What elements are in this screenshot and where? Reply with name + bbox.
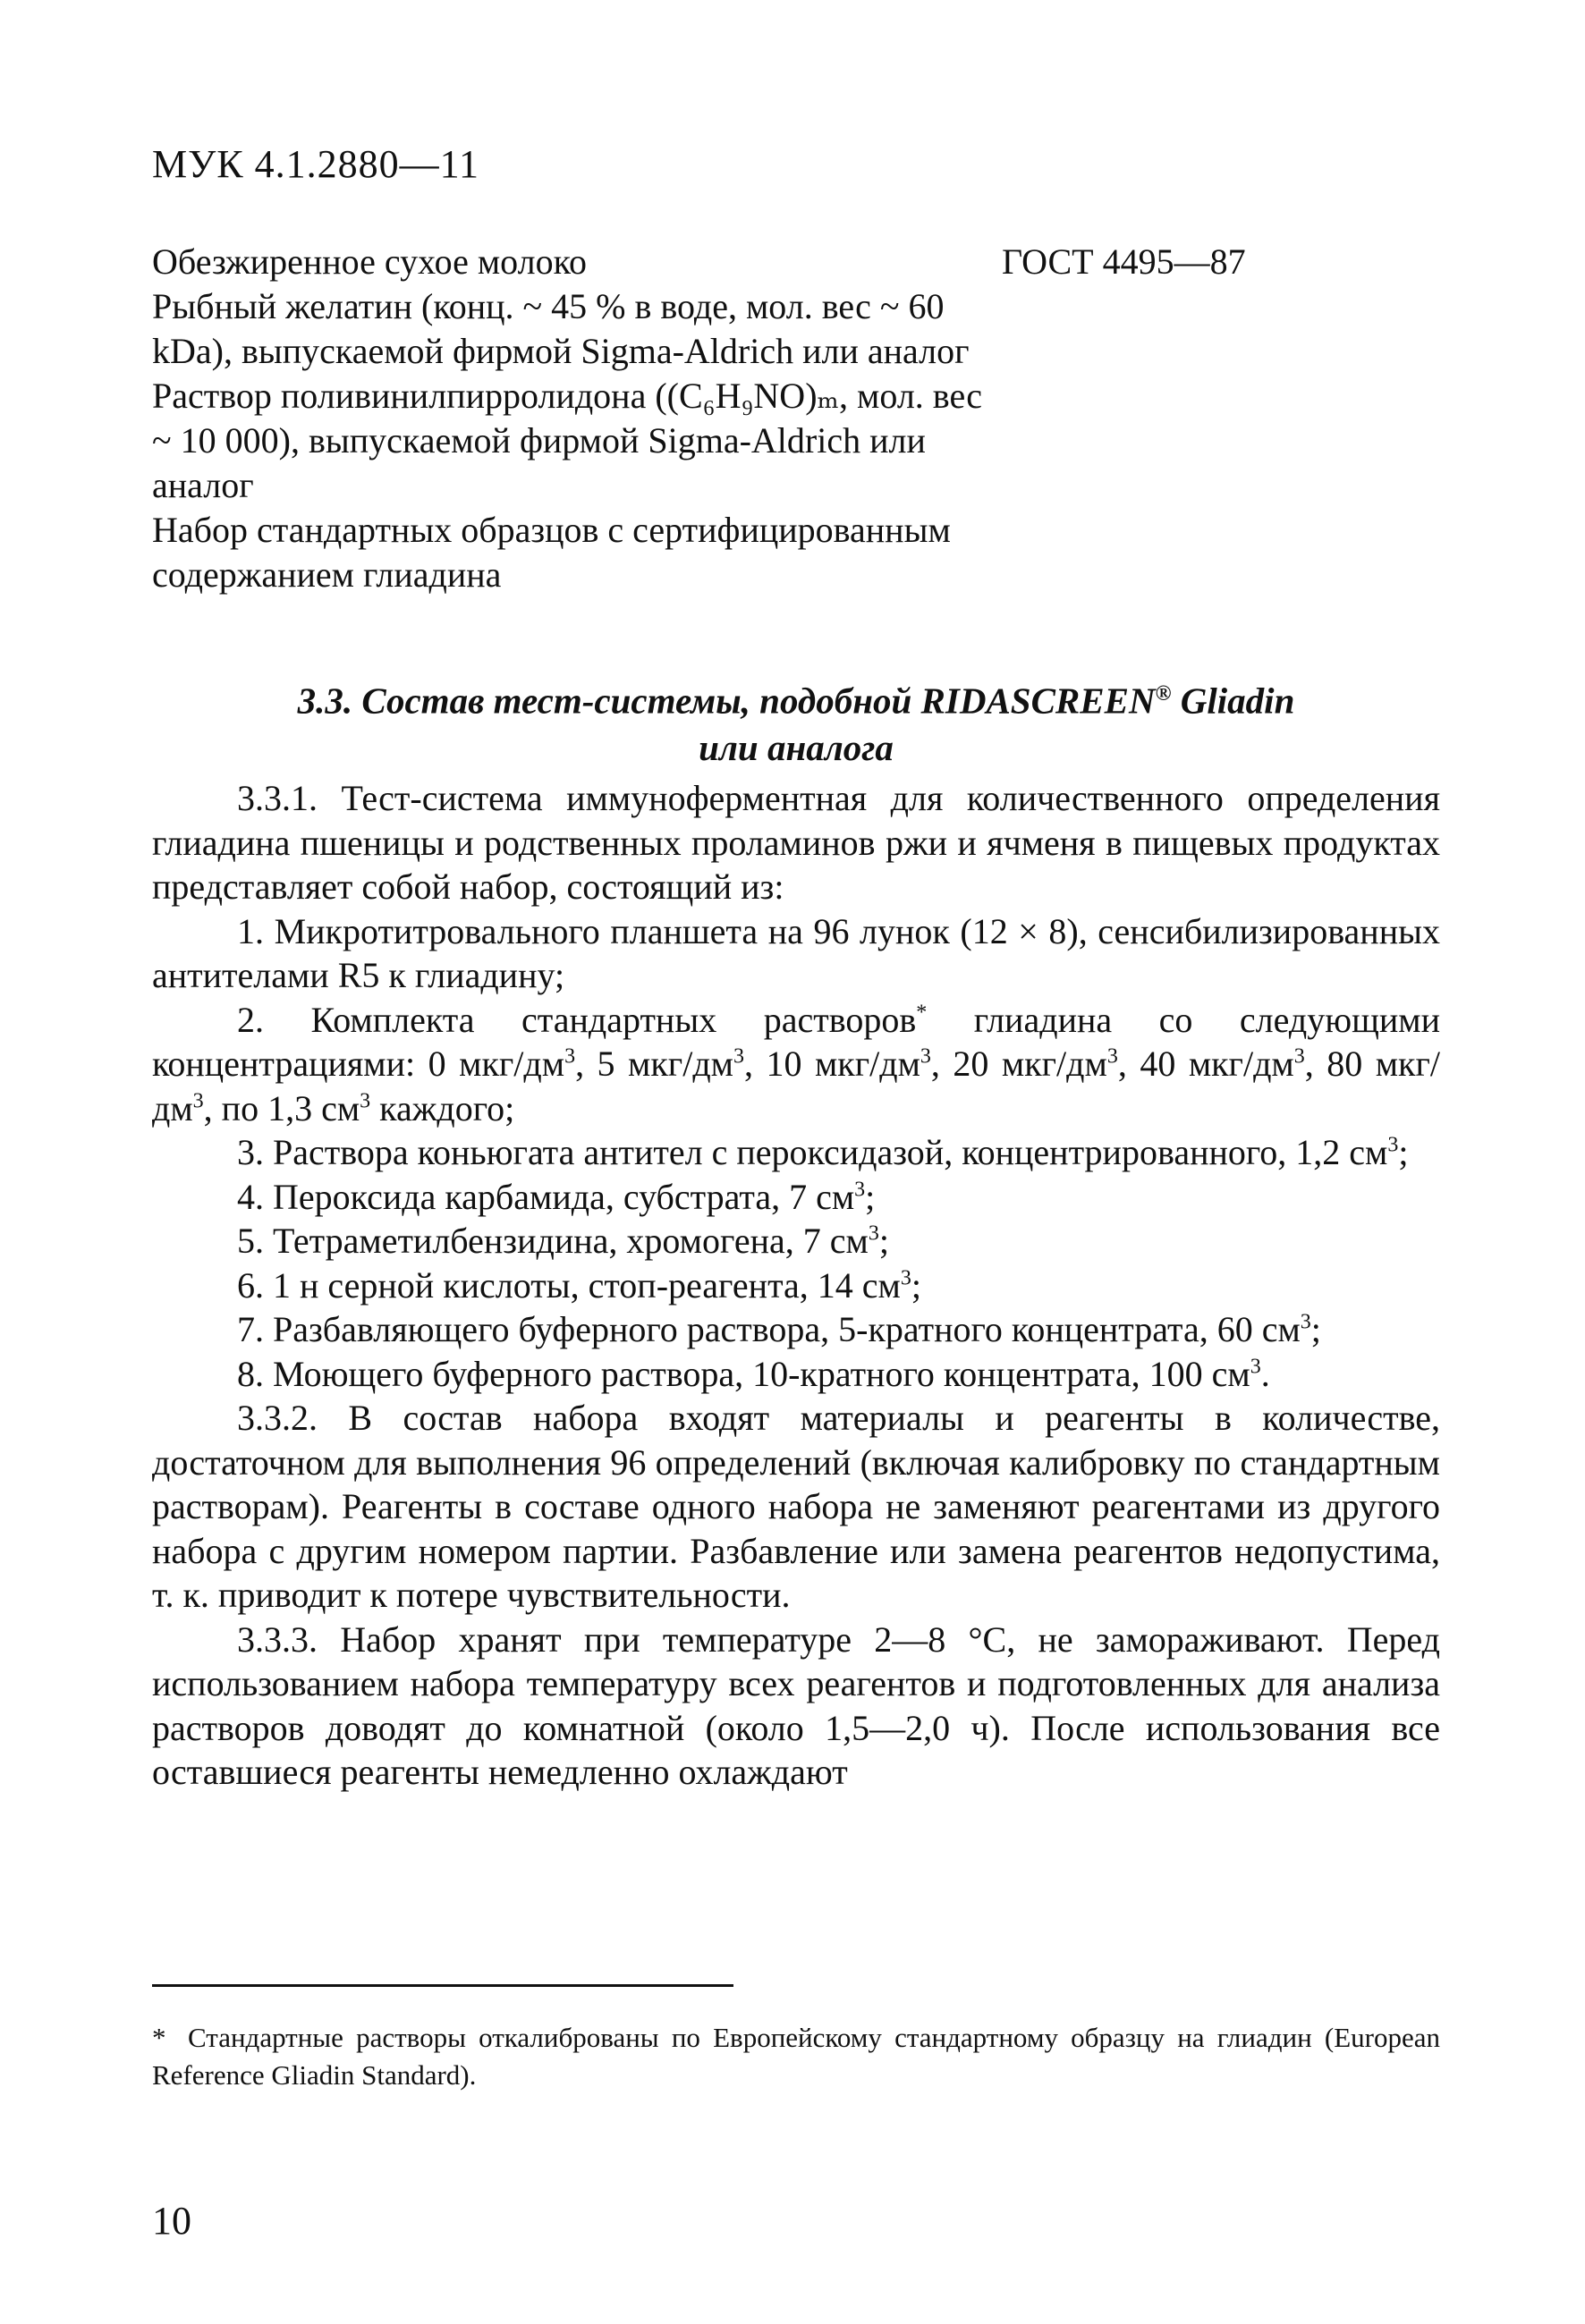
item2-text-c: , 5 мкг/дм [575, 1044, 733, 1084]
registered-mark: ® [1155, 682, 1172, 706]
superscript: 3 [900, 1266, 911, 1290]
superscript: 3 [360, 1089, 371, 1113]
footnote-divider [152, 1984, 733, 1987]
item2-text-g: , 80 мкг/дм [152, 1044, 1440, 1128]
section-title-line-1 [152, 671, 1440, 724]
item5-text: 5. Тетраметилбензидина, хромогена, 7 см [237, 1221, 869, 1261]
superscript: 3 [868, 1221, 879, 1246]
item6-text: 6. 1 н серной кислоты, стоп-реагента, 14 см [237, 1264, 901, 1306]
item2-text-f: , 40 мкг/дм [1117, 1044, 1294, 1084]
footnote-mark: * [152, 2022, 166, 2053]
superscript: 3 [564, 1044, 576, 1069]
item7-end: ; [1310, 1309, 1321, 1349]
paragraph-3-3-1: 3.3.1. Тест-система иммуноферментная для количественного определения глиадина пшеницы и родственных проламинов ржи и ячменя в пищевых продуктах представляет собой набор, состоящий из: [152, 778, 1440, 907]
list-item-2 [152, 998, 1440, 1131]
material-name: Раствор поливинилпирролидона ((C₆H₉NO)ₘ, мол. вес ~ 10 000), выпускаемой фирмой Sigma-Aldrich или аналог [152, 376, 982, 505]
superscript: 3 [1293, 1044, 1305, 1069]
item2-text-b: глиадина со следующими концентрациями: 0 мкг/дм [152, 999, 1440, 1084]
item4-end: ; [865, 1176, 876, 1217]
item2-text-i: каждого; [370, 1087, 515, 1128]
section-title [152, 671, 1440, 771]
material-standard: ГОСТ 4495—87 [1002, 241, 1246, 282]
list-item-7 [152, 1307, 1440, 1352]
material-item [152, 374, 1279, 508]
material-name: Набор стандартных образцов с сертифицированным содержанием глиадина [152, 510, 951, 595]
item3-text: 3. Раствора коньюгата антител с пероксидазой, концентрированного, 1,2 см [237, 1132, 1388, 1172]
item8-text: 8. Моющего буферного раствора, 10-кратного концентрата, 100 см [237, 1353, 1250, 1394]
material-name: Рыбный желатин (конц. ~ 45 % в воде, мол. вес ~ 60 kDa), выпускаемой фирмой Sigma-Aldrich или аналог [152, 286, 970, 371]
superscript: 3 [733, 1044, 744, 1069]
item3-end: ; [1398, 1132, 1409, 1172]
page-number: 10 [152, 2199, 191, 2243]
material-name: Обезжиренное сухое молоко [152, 241, 587, 282]
material-item [152, 240, 1279, 284]
list-item-8 [152, 1352, 1440, 1397]
footnote [152, 2019, 1440, 2094]
section-title-text: 3.3. Состав тест-системы, подобной RIDASCREEN [297, 680, 1156, 722]
superscript: 3 [192, 1089, 204, 1113]
item7-text: 7. Разбавляющего буферного раствора, 5-кратного концентрата, 60 см [237, 1309, 1301, 1349]
item4-text: 4. Пероксида карбамида, субстрата, 7 см [237, 1176, 855, 1217]
paragraph-3-3-2: 3.3.2. В состав набора входят материалы и реагенты в количестве, достаточном для выполнения 96 определений (включая калибровку по стандартным растворам). Реагенты в составе одного набора не заменяют реагентами из другого набора с другим номером партии. Разбавление или замена реагентов недопустима, т. к. приводит к потере чувствительности. [152, 1398, 1440, 1615]
material-item [152, 284, 1279, 374]
paragraph-3-3-3: 3.3.3. Набор хранят при температуре 2—8 °С, не замораживают. Перед использованием набора температуру всех реагентов и подготовленных для анализа растворов доводят до комнатной (около 1,5—2,0 ч). После использования все оставшиеся реагенты немедленно охлаждают [152, 1618, 1440, 1792]
body-text [152, 776, 1440, 1795]
item5-end: ; [878, 1221, 889, 1261]
superscript: 3 [1300, 1310, 1311, 1334]
item2-text-e: , 20 мкг/дм [930, 1044, 1107, 1084]
running-title: МУК 4.1.2880—11 [152, 142, 479, 186]
item2-text-h: , по 1,3 см [203, 1087, 360, 1128]
item6-end: ; [911, 1264, 921, 1306]
materials-list [152, 240, 1279, 597]
list-item-3 [152, 1130, 1440, 1175]
superscript: 3 [854, 1178, 866, 1202]
section-title-line-2: или аналога [699, 726, 894, 768]
section-title-product: Gliadin [1171, 680, 1295, 722]
item8-end: . [1260, 1353, 1270, 1394]
item2-text-a: 2. Комплекта стандартных растворов [237, 999, 917, 1040]
superscript: 3 [1387, 1133, 1399, 1157]
list-item-6 [152, 1263, 1440, 1308]
superscript: 3 [920, 1044, 931, 1069]
superscript: 3 [1106, 1044, 1118, 1069]
list-item-5 [152, 1219, 1440, 1263]
list-item-4 [152, 1175, 1440, 1220]
superscript: 3 [1250, 1355, 1261, 1379]
list-item-1: 1. Микротитровального планшета на 96 лунок (12 × 8), сенсибилизированных антителами R5 к глиадину; [152, 910, 1440, 995]
material-item [152, 508, 1279, 597]
footnote-text: Стандартные растворы откалиброваны по Европейскому стандартному образцу на глиадин (European Reference Gliadin Standard). [152, 2022, 1440, 2091]
footnote-ref: * [916, 1001, 928, 1025]
item2-text-d: , 10 мкг/дм [743, 1044, 920, 1084]
